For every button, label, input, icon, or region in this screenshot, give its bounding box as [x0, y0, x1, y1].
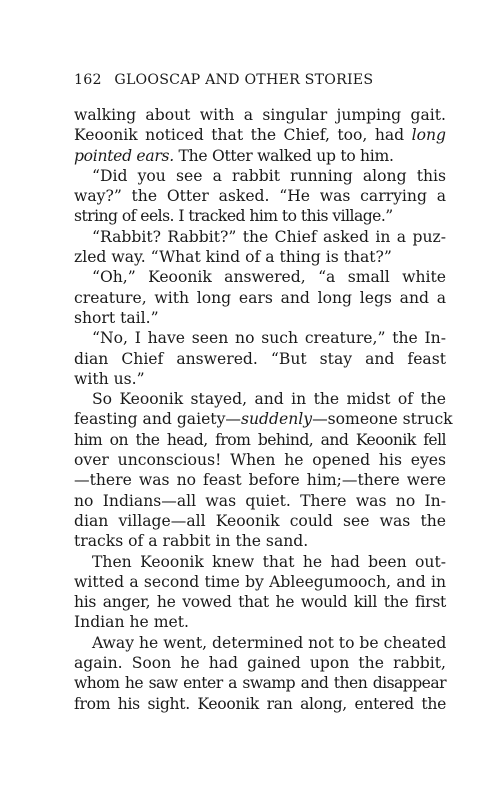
- text-line: tracks of a rabbit in the sand.: [74, 532, 309, 551]
- text-line: with us.”: [74, 369, 145, 388]
- text-line: feasting and gaiety—suddenly—someone struck: [74, 410, 453, 429]
- italic-text: suddenly: [240, 410, 313, 429]
- text-line: So Keoonik stayed, and in the midst of the: [92, 390, 446, 409]
- paragraph: [74, 105, 446, 166]
- text-line: dian Chief answered. “But stay and feast: [74, 349, 446, 368]
- text-line: from his sight. Keoonik ran along, entered the: [74, 694, 446, 713]
- text-line: way?” the Otter asked. “He was carrying a: [74, 187, 446, 206]
- text-line: witted a second time by Ableegumooch, and in: [74, 572, 446, 591]
- paragraph: [74, 328, 446, 389]
- paragraph: [74, 389, 453, 551]
- text-line: his anger, he vowed that he would kill the first: [74, 593, 446, 612]
- paragraph: [74, 227, 446, 268]
- text-line: “Oh,” Keoonik answered, “a small white: [92, 268, 446, 287]
- text-line: Indian he met.: [74, 613, 189, 632]
- paragraph: [74, 267, 446, 328]
- paragraph: [74, 552, 446, 633]
- text-line: pointed ears. The Otter walked up to him.: [74, 146, 394, 165]
- text-line: “Did you see a rabbit running along this: [92, 166, 446, 185]
- text-line: him on the head, from behind, and Keoonik fell: [74, 430, 446, 449]
- running-header: [74, 72, 446, 92]
- text-line: again. Soon he had gained upon the rabbit,: [74, 654, 446, 673]
- text-line: creature, with long ears and long legs and a: [74, 288, 446, 307]
- italic-text: pointed ears.: [74, 146, 174, 165]
- text-line: walking about with a singular jumping gait.: [74, 106, 446, 124]
- text-line: “No, I have seen no such creature,” the In-: [92, 329, 446, 348]
- text-line: dian village—all Keoonik could see was the: [74, 511, 446, 530]
- body-text: [74, 105, 453, 714]
- paragraph: [74, 633, 446, 714]
- text-line: over unconscious! When he opened his eyes: [74, 451, 446, 470]
- text-line: “Rabbit? Rabbit?” the Chief asked in a puz-: [92, 227, 446, 246]
- text-line: Keoonik noticed that the Chief, too, had long: [74, 126, 446, 145]
- text-line: whom he saw enter a swamp and then disappear: [74, 674, 446, 693]
- text-line: short tail.”: [74, 308, 159, 327]
- text-line: no Indians—all was quiet. There was no In-: [74, 491, 446, 510]
- running-title: GLOOSCAP AND OTHER STORIES: [114, 72, 374, 88]
- paragraph: [74, 166, 446, 227]
- text-line: —there was no feast before him;—there were: [74, 471, 446, 490]
- text-line: string of eels. I tracked him to this village.”: [74, 207, 393, 226]
- page-number: 162: [74, 72, 102, 88]
- italic-text: long: [411, 126, 446, 145]
- text-line: Then Keoonik knew that he had been out-: [92, 552, 446, 571]
- text-line: zled way. “What kind of a thing is that?”: [74, 248, 392, 267]
- text-line: Away he went, determined not to be cheated: [92, 633, 447, 652]
